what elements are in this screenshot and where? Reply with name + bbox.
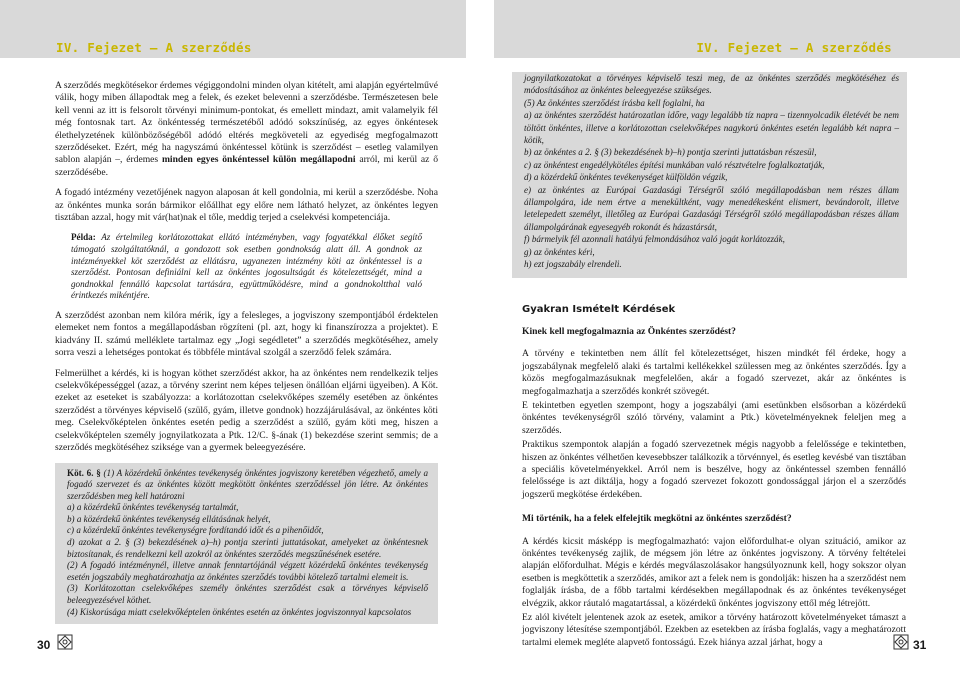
chapter-title-left: IV. Fejezet – A szerződés — [56, 40, 252, 55]
law-excerpt-box: Köt. 6. § (1) A közérdekű önkéntes tevékenység önkéntes jogviszony keretében végezhető, amely a fogadó szervezet és az önkéntes között megkötött önkéntes szerződéssel jön létre. Az önkéntes szerződésben meg kell határozni a) a közérdekű önkéntes tevékenység tartalmát, b) a közérdekű önkéntes tevékenység ellátásának helyét, c) a közérdekű önkéntes tevékenységre fordítandó időt és a pihenőidőt, d) azokat a 2. § (3) bekezdésének a)–h) pontja szerinti juttatásokat, amelyeket az önkéntesnek biztosítanak, és rendelkezni kell azokról az önkéntes szerződés megszűnésének esetére. (2) A fogadó intézménynél, illetve annak fenntartójánál végzett közérdekű önkéntes tevékenység esetén jogszabály meghatározhatja az önkéntes szerződés további kötelező tartalmi elemeit is. (3) Korlátozottan cselekvőképes személy önkéntes szerződést csak a törvényes képviselő beleegyezésével köthet. (4) Kiskorúsága miatt cselekvőképtelen önkéntes esetén az önkéntes jogviszonnyal kapcsolatos — [55, 463, 438, 625]
law-line: h) ezt jogszabály elrendeli. — [524, 259, 622, 270]
left-page-body — [55, 80, 438, 632]
law-line: b) a közérdekű önkéntes tevékenység ellátásának helyét, — [67, 513, 271, 524]
left-page-header — [0, 0, 466, 58]
law-line: (3) Korlátozottan cselekvőképes személy önkéntes szerződést csak a törvényes képviselő beleegyezésével köthet. — [67, 583, 428, 606]
faq-answer: Ez alól kivételt jelentenek azok az esetek, amikor a törvény határozott követelményeket támaszt a jogviszony létesítése szempontjából. Ezekben az esetekben az írásba foglalás, vagy a meghatározott tartalmi elemek megléte alapvető fontosságú. Ezek hiánya azzal járhat, hogy a — [522, 612, 906, 648]
law-line: c) az önkéntest engedélykötéles építési munkában való résztvételre foglalkoztatják, — [524, 159, 825, 170]
law-excerpt-box-continued — [512, 72, 907, 278]
law-line: d) azokat a 2. § (3) bekezdésének a)–h) pontja szerinti juttatásokat, amelyeket az önkéntesnek biztosítanak, és rendelkezni kell azokról az önkéntes szerződés megszűnésének esetére. — [67, 537, 428, 559]
chapter-title-right: IV. Fejezet – A szerződés — [696, 40, 892, 55]
law-line: b) az önkéntes a 2. § (3) bekezdésének b)–h) pontja szerinti juttatásban részesül, — [524, 147, 817, 158]
faq-answer: A törvény e tekintetben nem állít fel kötelezettséget, hiszen mindkét fél érdeke, hogy a jogszabálynak megfelelő alaki és tartalmi kellékekkel szülessen meg az önkéntes szerződés. Így a közös megfogalmazásuknak megfelelően, akár a fogadó szervezet, akár az önkéntes is megfogalmazhatja a szerződés konkrét szövegét. — [522, 348, 906, 397]
law-reference: Köt. 6. § — [67, 467, 101, 478]
ornament-icon — [893, 634, 909, 650]
page-number-left: 30 — [37, 638, 51, 652]
paragraph: A szerződést azonban nem kilóra mérik, így a felesleges, a jogviszony szempontjából érdektelen elemeket nem fontos a megállapodásban rögzíteni (pl. azt, hogy ki finanszírozza a projektet). E kiadvány II. számú melléklete tartalmaz egy „Jogi segédletet” a szerződés megkötéséhez, amely sorra veszi a lehetséges pontokat és többféle mintával szolgál a szerződő felek számára. — [55, 310, 438, 359]
example-label: Példa: — [71, 232, 96, 243]
faq-question: Kinek kell megfogalmaznia az Önkéntes szerződést? — [522, 325, 736, 337]
law-line: d) a közérdekű önkéntes tevékenységet külföldön végzik, — [524, 172, 728, 183]
paragraph: A szerződés megkötésekor érdemes végiggondolni minden olyan kitételt, ami alapján egyértelművé válik, hogy miben állapodtak meg a felek, és ezeket belevenni a szerződésbe. Természetesen bele kell venni az itt is felsorolt törvényi minimum-pontokat, és emellett mindazt, amit valamelyik fél még fontosnak tart. Az önkéntesség természetéből adódó sokszínűség, az egyes önkéntesek élethelyzetének különbözőségéből adódó eltérés megköveteli az egyediség megfogalmazott szerződéseket. Ezért, még ha nagyszámú önkéntessel kötünk is szerződést – esetleg valamilyen sablon alapján –, érdemes minden egyes önkéntessel külön megállapodni arról, mi kerül az ő szerződésébe. — [55, 80, 438, 178]
paragraph: A fogadó intézmény vezetőjének nagyon alaposan át kell gondolnia, mi kerül a szerződésbe. Noha az önkéntes munka során bármikor előállhat egy előre nem látható helyzet, az önkéntes legyen tisztában azzal, hogy mit vár(hat)nak el tőle, meddig terjed a cselekvési kompetenciája. — [55, 187, 438, 224]
right-page-body — [522, 73, 906, 657]
law-line: (5) Az önkéntes szerződést írásba kell foglalni, ha — [524, 97, 705, 108]
page-number-right: 31 — [913, 638, 927, 652]
faq-question: Mi történik, ha a felek elfelejtik megkötni az önkéntes szerződést? — [522, 513, 792, 525]
paragraph: Felmerülhet a kérdés, ki is hogyan köthet szerződést akkor, ha az önkéntes nem rendelkezik teljes cselekvőképességgel (azaz, a törvény szerint nem képes teljesen önállóan eljárni ügyeiben). A Köt. ezeket az eseteket is szabályozza: a korlátozottan cselekvőképes személy esetében az önkéntes szerződést a törvényes képviselő (szülő, gyám, illetve gondnok) hozzájárulásával, az önkéntes köti meg. Cselekvőképtelen önkéntes esetén pedig a szerződést a szülő, gyám köti meg, hiszen a cselekvőképtelen személy jognyilatkozata a Ptk. 12/C. §-ának (1) bekezdése szerint semmis; de a szerződés megkötéséhez sziksége van a gyermek beleegyezésére. — [55, 367, 438, 454]
law-line: g) az önkéntes kéri, — [524, 246, 595, 257]
law-line: a) az önkéntes szerződést határozatlan időre, vagy legalább tíz napra – tizennyolcadik életévét be nem töltött önkéntes, illetve a korlátozottan cselekvőképes nagykorú önkéntes esetén legalább két napra – kötik, — [524, 110, 899, 146]
law-line: e) az önkéntes az Európai Gazdasági Térségről szóló megállapodásban nem részes állam állampolgára, ide nem értve a menekültként, vagy menedékesként elismert, bevándorolt, illetve letelepedett személyt, illetőleg az Európai Gazdasági Térségről szóló megállapodásban részes állam állampolgárának egyesegyéb rokonát és házastársát, — [524, 184, 899, 232]
faq-answer: Praktikus szempontok alapján a fogadó szervezetnek mégis nagyobb a felelőssége e tekintetben, hiszen az önkéntes vélhetően kevesebbszer találkozik a törvénnyel, és esetleg kevésbé van tisztában a speciális követelményekkel. Arról nem is beszélve, hogy az önkéntessel szemben fennálló felelőssége is azt diktálja, hogy a fogadó szervezet fokozott gondossággal járjon el a szerződés jogszerű megkötése érdekében. — [522, 439, 906, 500]
faq-answer: E tekintetben egyetlen szempont, hogy a jogszabályi (ami esetünkben elsősorban a közérdekű önkéntes tevékenységről szóló törvény, valamint a Ptk.) követelményeknek feleljen meg a szerződés. — [522, 399, 906, 436]
law-line: (4) Kiskorúsága miatt cselekvőképtelen önkéntes esetén az önkéntes jogviszonnyal kapcsolatos — [67, 606, 412, 617]
section-heading-faq: Gyakran Ismételt Kérdések — [522, 303, 676, 315]
law-line: (2) A fogadó intézménynél, illetve annak fenntartójánál végzett közérdekű önkéntes tevékenység esetén jogszabály meghatározhatja az önkéntes szerződés további kötelező tartalmi elemeit is. — [67, 560, 428, 582]
faq-answer: A kérdés kicsit másképp is megfogalmazható: vajon előfordulhat-e olyan szituáció, amikor az önkéntes tevékenység zajlik, de mégsem jön létre az önkéntes jogviszony. A törvény feltételei alapján előfordulhat. Mégis e kérdés megválaszolásakor hangsúlyoznunk kell, hogy sokszor olyan esetben is megköttetik a szerződés, amikor azt a felek nem is gondolják: hiszen ha a szerződést nem foglalják írásba, de a főbb tartalmi kérdésekben megállapodnak és az önkéntes tevékenységet elvégzik, akkor ráutaló magatartással, a közérdekű önkéntes jogviszony ettől még létrejött. — [522, 535, 906, 609]
ornament-icon — [57, 634, 73, 650]
emphasis: minden egyes önkéntessel külön megállapodni — [161, 154, 356, 166]
example-block: Példa: Az értelmileg korlátozottakat ellátó intézményben, vagy fogyatékkal élőket segítő támogató szolgáltatóknál, a gondozott sok esetben gondnokság alatt áll. A gondnok az intézményekkel köt szerződést az ellátásra, ugyanezen intézmény köti az önkéntessel is a szerződést. Pontosan definiálni kell az önkéntes jogosultságát és kötelezettségét, mind a gondnokkal fennálló kapcsolat tartására, együttműködésre, mind a gondnokoltthal való érintkezés mikéntjére. — [71, 232, 422, 301]
law-line: c) a közérdekű önkéntes tevékenységre fordítandó időt és a pihenőidőt, — [67, 525, 324, 536]
law-line: a) a közérdekű önkéntes tevékenység tartalmát, — [67, 502, 239, 513]
law-line: f) bármelyik fél azonnali hatályú felmondásához való jogát korlátozzák, — [524, 234, 785, 245]
law-line: jognyilatkozatokat a törvényes képviselő teszi meg, de az önkéntes szerződés megkötéséhez és módosításához az önkéntes beleegyezése szükséges. — [524, 73, 899, 96]
right-page-header — [494, 0, 960, 58]
